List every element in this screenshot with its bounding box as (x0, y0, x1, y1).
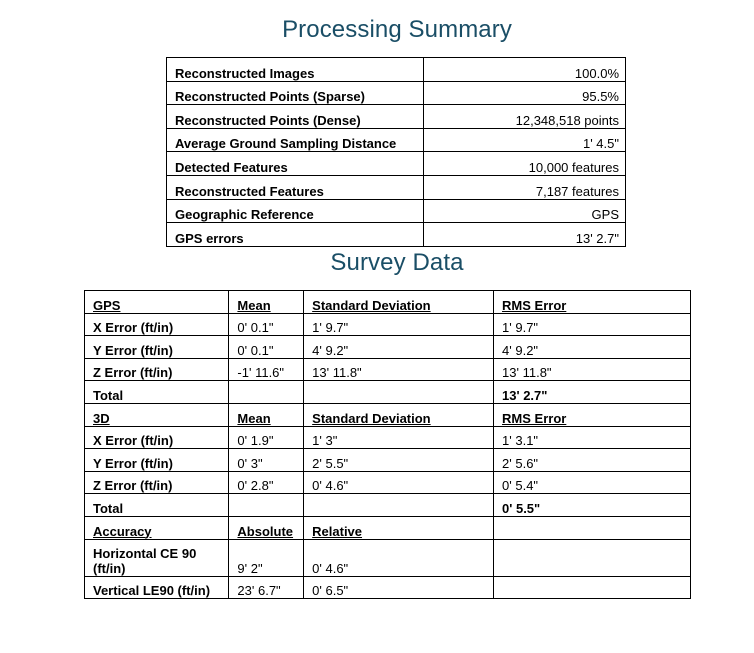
summary-label: Reconstructed Images (167, 58, 424, 82)
total-label: Total (85, 381, 229, 404)
std-dev-value: 13' 11.8" (304, 358, 494, 381)
mean-value: 0' 3" (229, 449, 304, 472)
rms-error-value: 0' 5.4" (494, 471, 691, 494)
accuracy-header-row (85, 516, 691, 539)
processing-summary-title: Processing Summary (282, 16, 512, 43)
summary-row (167, 175, 626, 199)
summary-row (167, 152, 626, 176)
absolute-value: 9' 2" (229, 539, 304, 576)
table-row (85, 539, 691, 576)
gps-header-cell: GPS (85, 291, 229, 314)
mean-value: 0' 1.9" (229, 426, 304, 449)
empty-cell (494, 576, 691, 599)
three-d-header-row (85, 403, 691, 426)
table-row (85, 313, 691, 336)
row-label: Horizontal CE 90 (ft/in) (85, 539, 229, 576)
relative-value: 0' 6.5" (304, 576, 494, 599)
absolute-value: 23' 6.7" (229, 576, 304, 599)
table-row (85, 471, 691, 494)
rms-error-value: 13' 11.8" (494, 358, 691, 381)
rms-error-value: 4' 9.2" (494, 336, 691, 359)
rms-error-header-cell: RMS Error (494, 403, 691, 426)
gps-total-row (85, 381, 691, 404)
survey-data-table (84, 290, 691, 599)
mean-header-cell: Mean (229, 291, 304, 314)
absolute-header-cell: Absolute (229, 516, 304, 539)
relative-value: 0' 4.6" (304, 539, 494, 576)
summary-value: 100.0% (424, 58, 626, 82)
summary-value: 12,348,518 points (424, 105, 626, 129)
row-label: Y Error (ft/in) (85, 336, 229, 359)
summary-row (167, 223, 626, 247)
row-label: Y Error (ft/in) (85, 449, 229, 472)
mean-value: 0' 0.1" (229, 336, 304, 359)
gps-header-row (85, 291, 691, 314)
summary-value: 1' 4.5" (424, 128, 626, 152)
summary-row (167, 128, 626, 152)
std-dev-value: 0' 4.6" (304, 471, 494, 494)
std-dev-value: 4' 9.2" (304, 336, 494, 359)
summary-label: Average Ground Sampling Distance (167, 128, 424, 152)
summary-row (167, 58, 626, 82)
summary-value: 10,000 features (424, 152, 626, 176)
row-label: Z Error (ft/in) (85, 358, 229, 381)
total-rms-value: 0' 5.5" (494, 494, 691, 517)
mean-header-cell: Mean (229, 403, 304, 426)
table-row (85, 576, 691, 599)
rms-error-header-cell: RMS Error (494, 291, 691, 314)
std-dev-header-cell: Standard Deviation (304, 291, 494, 314)
row-label: X Error (ft/in) (85, 426, 229, 449)
three-d-total-row (85, 494, 691, 517)
row-label: X Error (ft/in) (85, 313, 229, 336)
accuracy-header-cell: Accuracy (85, 516, 229, 539)
empty-cell (304, 381, 494, 404)
table-row (85, 449, 691, 472)
rms-error-value: 1' 9.7" (494, 313, 691, 336)
empty-cell (229, 381, 304, 404)
mean-value: -1' 11.6" (229, 358, 304, 381)
table-row (85, 358, 691, 381)
summary-row (167, 199, 626, 223)
summary-label: Geographic Reference (167, 199, 424, 223)
summary-row (167, 105, 626, 129)
empty-cell (304, 494, 494, 517)
summary-value: 13' 2.7" (424, 223, 626, 247)
total-rms-value: 13' 2.7" (494, 381, 691, 404)
empty-cell (494, 516, 691, 539)
row-label: Z Error (ft/in) (85, 471, 229, 494)
mean-value: 0' 0.1" (229, 313, 304, 336)
rms-error-value: 2' 5.6" (494, 449, 691, 472)
row-label: Vertical LE90 (ft/in) (85, 576, 229, 599)
survey-data-title: Survey Data (330, 249, 464, 276)
summary-value: GPS (424, 199, 626, 223)
three-d-header-cell: 3D (85, 403, 229, 426)
table-row (85, 426, 691, 449)
empty-cell (494, 539, 691, 576)
std-dev-header-cell: Standard Deviation (304, 403, 494, 426)
std-dev-value: 2' 5.5" (304, 449, 494, 472)
summary-row (167, 81, 626, 105)
summary-value: 95.5% (424, 81, 626, 105)
relative-header-cell: Relative (304, 516, 494, 539)
summary-label: Reconstructed Features (167, 175, 424, 199)
summary-label: GPS errors (167, 223, 424, 247)
summary-label: Reconstructed Points (Dense) (167, 105, 424, 129)
summary-value: 7,187 features (424, 175, 626, 199)
mean-value: 0' 2.8" (229, 471, 304, 494)
processing-summary-table (166, 57, 626, 247)
std-dev-value: 1' 9.7" (304, 313, 494, 336)
summary-label: Reconstructed Points (Sparse) (167, 81, 424, 105)
rms-error-value: 1' 3.1" (494, 426, 691, 449)
std-dev-value: 1' 3" (304, 426, 494, 449)
total-label: Total (85, 494, 229, 517)
empty-cell (229, 494, 304, 517)
summary-label: Detected Features (167, 152, 424, 176)
table-row (85, 336, 691, 359)
